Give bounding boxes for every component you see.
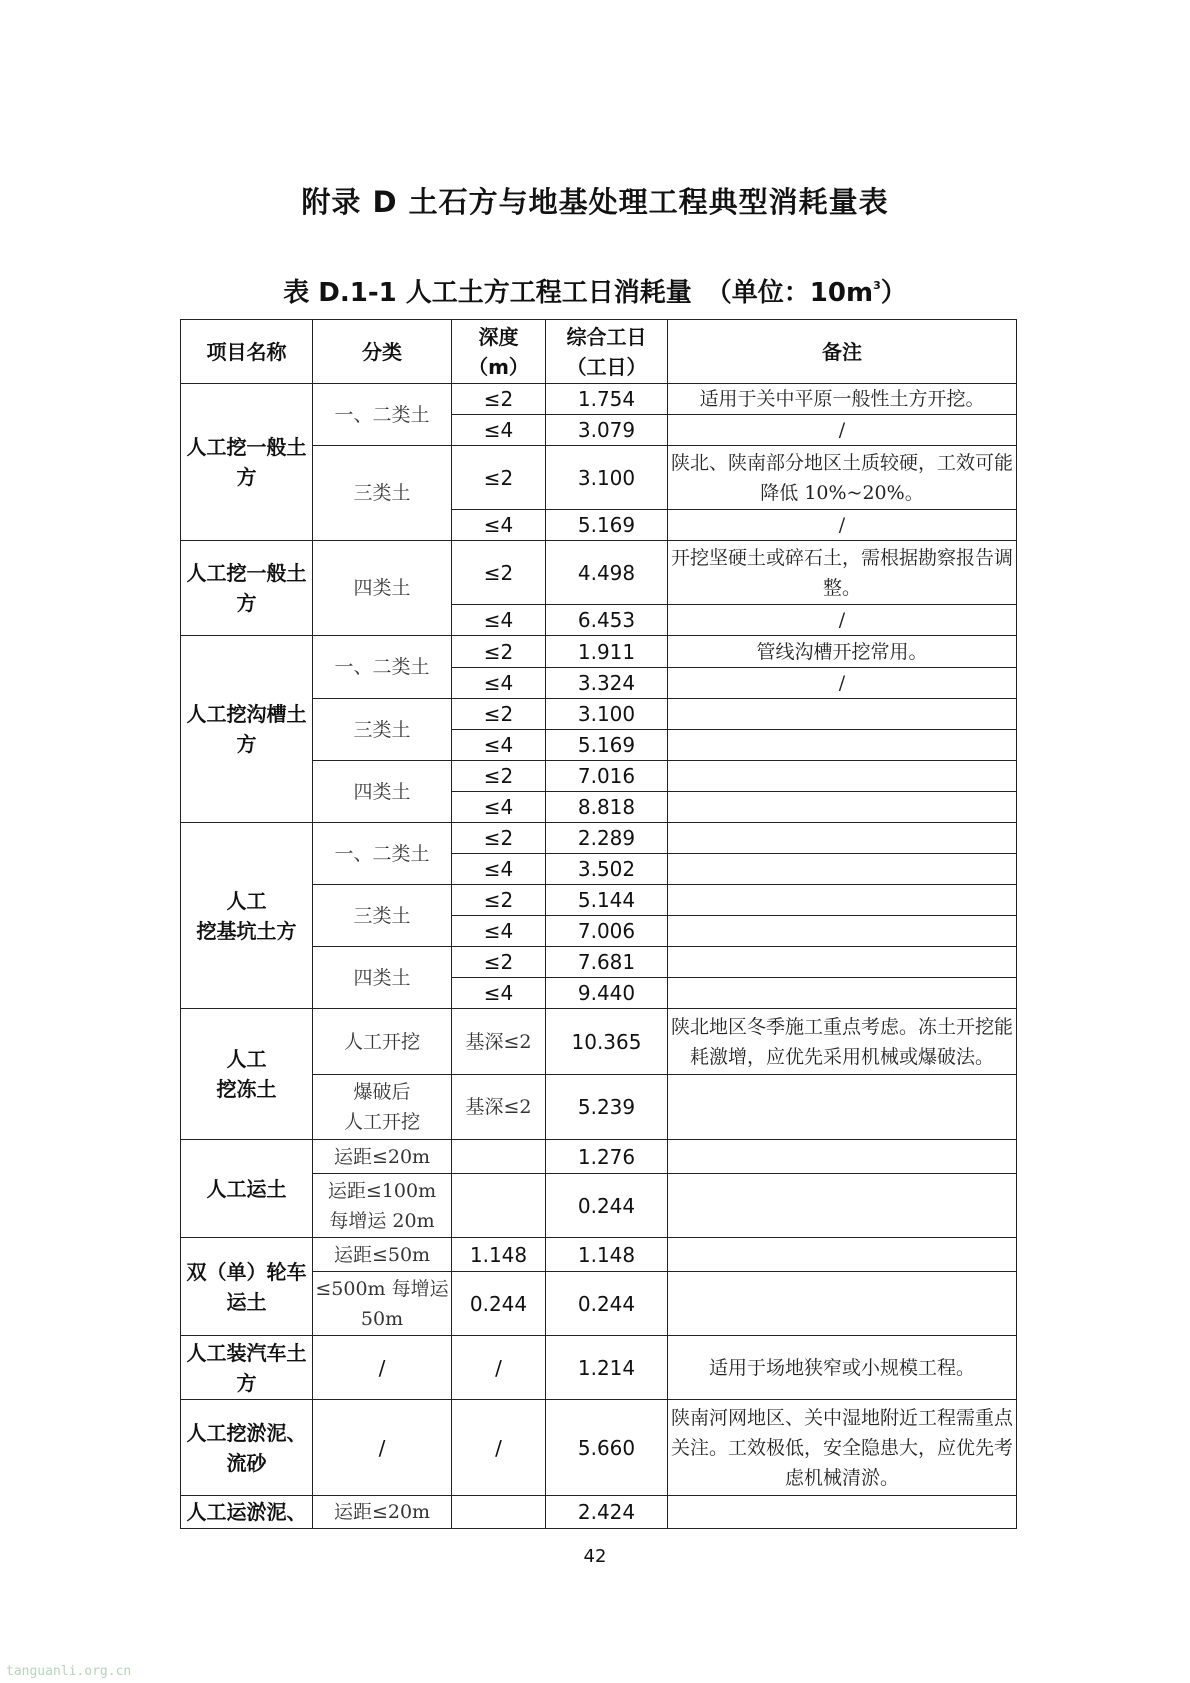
table-row bbox=[181, 384, 1017, 415]
category-cell: 三类土 bbox=[313, 446, 452, 541]
note-cell bbox=[668, 1496, 1017, 1529]
item-cell: 人工运淤泥、 bbox=[181, 1496, 313, 1529]
depth-cell: / bbox=[452, 1400, 546, 1496]
table-row bbox=[181, 823, 1017, 854]
note-cell bbox=[668, 1238, 1017, 1272]
item-cell: 人工 挖冻土 bbox=[181, 1009, 313, 1140]
page-number: 42 bbox=[583, 1546, 607, 1567]
table-header-row bbox=[181, 320, 1017, 384]
category-cell: 一、二类土 bbox=[313, 636, 452, 699]
workday-cell: 2.424 bbox=[546, 1496, 668, 1529]
note-cell bbox=[668, 699, 1017, 730]
consumption-table bbox=[180, 319, 1017, 1529]
category-cell: 运距≤20m bbox=[313, 1140, 452, 1174]
workday-cell: 0.244 bbox=[546, 1272, 668, 1336]
note-cell: / bbox=[668, 415, 1017, 446]
note-cell: 适用于关中平原一般性土方开挖。 bbox=[668, 384, 1017, 415]
depth-cell: 0.244 bbox=[452, 1272, 546, 1336]
workday-cell: 7.681 bbox=[546, 947, 668, 978]
depth-cell: 基深≤2 bbox=[452, 1009, 546, 1075]
workday-cell: 6.453 bbox=[546, 605, 668, 636]
depth-cell: ≤4 bbox=[452, 730, 546, 761]
workday-cell: 1.276 bbox=[546, 1140, 668, 1174]
workday-cell: 5.239 bbox=[546, 1075, 668, 1140]
depth-cell: ≤2 bbox=[452, 384, 546, 415]
workday-cell: 3.502 bbox=[546, 854, 668, 885]
category-cell: ≤500m 每增运 50m bbox=[313, 1272, 452, 1336]
note-cell bbox=[668, 1075, 1017, 1140]
item-cell: 人工装汽车土方 bbox=[181, 1336, 313, 1400]
depth-cell: / bbox=[452, 1336, 546, 1400]
depth-cell bbox=[452, 1174, 546, 1238]
depth-cell: 基深≤2 bbox=[452, 1075, 546, 1140]
note-cell bbox=[668, 1174, 1017, 1238]
depth-cell: 1.148 bbox=[452, 1238, 546, 1272]
item-cell: 人工挖淤泥、流砂 bbox=[181, 1400, 313, 1496]
note-cell: 陕北地区冬季施工重点考虑。冻土开挖能耗激增，应优先采用机械或爆破法。 bbox=[668, 1009, 1017, 1075]
header-depth: 深度 （m） bbox=[452, 320, 546, 384]
note-cell bbox=[668, 947, 1017, 978]
workday-cell: 5.169 bbox=[546, 730, 668, 761]
table-unit: （单位：$10m^3$） bbox=[705, 278, 907, 308]
item-cell: 人工 挖基坑土方 bbox=[181, 823, 313, 1009]
appendix-title: 附录 D 土石方与地基处理工程典型消耗量表 bbox=[301, 185, 889, 219]
workday-cell: 5.144 bbox=[546, 885, 668, 916]
table-row bbox=[181, 1140, 1017, 1174]
category-cell: 一、二类土 bbox=[313, 823, 452, 885]
depth-cell: ≤4 bbox=[452, 854, 546, 885]
table-title-text: 表 D.1-1 人工土方工程工日消耗量 bbox=[283, 278, 692, 308]
depth-cell: ≤2 bbox=[452, 947, 546, 978]
workday-cell: 4.498 bbox=[546, 541, 668, 605]
note-cell bbox=[668, 792, 1017, 823]
workday-cell: 7.016 bbox=[546, 761, 668, 792]
depth-cell: ≤2 bbox=[452, 636, 546, 668]
category-cell: 四类土 bbox=[313, 541, 452, 636]
category-cell: 运距≤100m 每增运 20m bbox=[313, 1174, 452, 1238]
table-title bbox=[0, 272, 1190, 309]
note-cell bbox=[668, 1140, 1017, 1174]
table-row bbox=[181, 541, 1017, 605]
depth-cell: ≤2 bbox=[452, 541, 546, 605]
depth-cell: ≤2 bbox=[452, 446, 546, 510]
category-cell: 运距≤50m bbox=[313, 1238, 452, 1272]
depth-cell: ≤4 bbox=[452, 792, 546, 823]
header-category: 分类 bbox=[313, 320, 452, 384]
item-cell: 人工运土 bbox=[181, 1140, 313, 1238]
depth-cell: ≤4 bbox=[452, 978, 546, 1009]
table-row bbox=[181, 1238, 1017, 1272]
workday-cell: 5.660 bbox=[546, 1400, 668, 1496]
note-cell: 陕南河网地区、关中湿地附近工程需重点关注。工效极低，安全隐患大，应优先考虑机械清淤。 bbox=[668, 1400, 1017, 1496]
category-cell: 人工开挖 bbox=[313, 1009, 452, 1075]
category-cell: 一、二类土 bbox=[313, 384, 452, 446]
header-note: 备注 bbox=[668, 320, 1017, 384]
note-cell: / bbox=[668, 605, 1017, 636]
depth-cell: ≤4 bbox=[452, 605, 546, 636]
workday-cell: 3.100 bbox=[546, 699, 668, 730]
category-cell: 四类土 bbox=[313, 947, 452, 1009]
depth-cell bbox=[452, 1140, 546, 1174]
depth-cell: ≤2 bbox=[452, 885, 546, 916]
note-cell bbox=[668, 854, 1017, 885]
workday-cell: 3.324 bbox=[546, 668, 668, 699]
depth-cell: ≤2 bbox=[452, 699, 546, 730]
depth-cell: ≤4 bbox=[452, 916, 546, 947]
table-row bbox=[181, 636, 1017, 668]
note-cell bbox=[668, 730, 1017, 761]
category-cell: 三类土 bbox=[313, 885, 452, 947]
depth-cell bbox=[452, 1496, 546, 1529]
note-cell: 适用于场地狭窄或小规模工程。 bbox=[668, 1336, 1017, 1400]
workday-cell: 3.079 bbox=[546, 415, 668, 446]
workday-cell: 2.289 bbox=[546, 823, 668, 854]
workday-cell: 3.100 bbox=[546, 446, 668, 510]
depth-cell: ≤4 bbox=[452, 510, 546, 541]
item-cell: 人工挖沟槽土方 bbox=[181, 636, 313, 823]
note-cell bbox=[668, 1272, 1017, 1336]
workday-cell: 10.365 bbox=[546, 1009, 668, 1075]
workday-cell: 5.169 bbox=[546, 510, 668, 541]
note-cell: / bbox=[668, 510, 1017, 541]
depth-cell: ≤2 bbox=[452, 761, 546, 792]
table-row bbox=[181, 1009, 1017, 1075]
table-row bbox=[181, 1496, 1017, 1529]
workday-cell: 8.818 bbox=[546, 792, 668, 823]
workday-cell: 0.244 bbox=[546, 1174, 668, 1238]
category-cell: / bbox=[313, 1336, 452, 1400]
depth-cell: ≤2 bbox=[452, 823, 546, 854]
note-cell: / bbox=[668, 668, 1017, 699]
workday-cell: 1.148 bbox=[546, 1238, 668, 1272]
category-cell: 爆破后 人工开挖 bbox=[313, 1075, 452, 1140]
header-workday: 综合工日 （工日） bbox=[546, 320, 668, 384]
workday-cell: 7.006 bbox=[546, 916, 668, 947]
item-cell: 人工挖一般土方 bbox=[181, 541, 313, 636]
depth-cell: ≤4 bbox=[452, 415, 546, 446]
note-cell: 管线沟槽开挖常用。 bbox=[668, 636, 1017, 668]
item-cell: 双（单）轮车运土 bbox=[181, 1238, 313, 1336]
category-cell: / bbox=[313, 1400, 452, 1496]
header-item: 项目名称 bbox=[181, 320, 313, 384]
category-cell: 三类土 bbox=[313, 699, 452, 761]
note-cell bbox=[668, 978, 1017, 1009]
table-row bbox=[181, 1336, 1017, 1400]
note-cell bbox=[668, 916, 1017, 947]
category-cell: 四类土 bbox=[313, 761, 452, 823]
note-cell bbox=[668, 761, 1017, 792]
note-cell: 开挖坚硬土或碎石土，需根据勘察报告调整。 bbox=[668, 541, 1017, 605]
note-cell: 陕北、陕南部分地区土质较硬，工效可能降低 10%~20%。 bbox=[668, 446, 1017, 510]
note-cell bbox=[668, 885, 1017, 916]
depth-cell: ≤4 bbox=[452, 668, 546, 699]
table-row bbox=[181, 1400, 1017, 1496]
item-cell: 人工挖一般土方 bbox=[181, 384, 313, 541]
watermark: tanguanli.org.cn bbox=[6, 1664, 132, 1679]
note-cell bbox=[668, 823, 1017, 854]
workday-cell: 1.911 bbox=[546, 636, 668, 668]
workday-cell: 1.754 bbox=[546, 384, 668, 415]
workday-cell: 9.440 bbox=[546, 978, 668, 1009]
workday-cell: 1.214 bbox=[546, 1336, 668, 1400]
category-cell: 运距≤20m bbox=[313, 1496, 452, 1529]
